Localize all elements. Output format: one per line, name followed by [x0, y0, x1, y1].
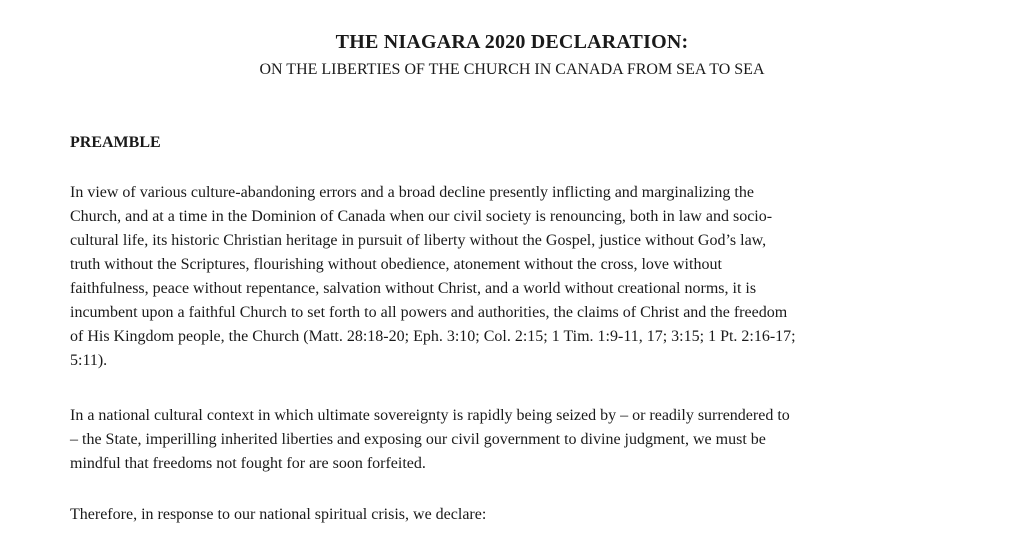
document-subtitle: ON THE LIBERTIES OF THE CHURCH IN CANADA FROM SEA TO SEA	[259, 61, 765, 78]
paragraph-preamble-2	[70, 404, 970, 476]
paragraph-line: Church, and at a time in the Dominion of Canada when our civil society is renouncing, both in law and socio-	[70, 208, 773, 225]
paragraph-line: In a national cultural context in which ultimate sovereignty is rapidly being seized by – or readily surrendered to	[70, 407, 790, 424]
paragraph-preamble-3	[70, 503, 970, 527]
paragraph-line: Therefore, in response to our national spiritual crisis, we declare:	[70, 506, 487, 523]
paragraph-line: incumbent upon a faithful Church to set forth to all powers and authorities, the claims of Christ and the freedom	[70, 304, 788, 321]
paragraph-line: mindful that freedoms not fought for are soon forfeited.	[70, 455, 426, 472]
paragraph-line: 5:11).	[70, 352, 108, 369]
paragraph-line: – the State, imperilling inherited liberties and exposing our civil government to divine judgment, we must be	[70, 431, 766, 448]
paragraph-line: In view of various culture-abandoning errors and a broad decline presently inflicting and marginalizing the	[70, 184, 754, 201]
document-title: THE NIAGARA 2020 DECLARATION:	[335, 31, 689, 53]
paragraph-line: of His Kingdom people, the Church (Matt. 28:18-20; Eph. 3:10; Col. 2:15; 1 Tim. 1:9-11, 17; 3:15; 1 Pt. 2:16-17;	[70, 328, 796, 345]
paragraph-line: truth without the Scriptures, flourishing without obedience, atonement without the cross, love without	[70, 256, 722, 273]
paragraph-line: faithfulness, peace without repentance, salvation without Christ, and a world without creational norms, it is	[70, 280, 757, 297]
paragraph-preamble-1	[70, 181, 970, 373]
paragraph-line: cultural life, its historic Christian heritage in pursuit of liberty without the Gospel, justice without God’s law,	[70, 232, 767, 249]
section-heading-preamble: PREAMBLE	[70, 134, 161, 151]
